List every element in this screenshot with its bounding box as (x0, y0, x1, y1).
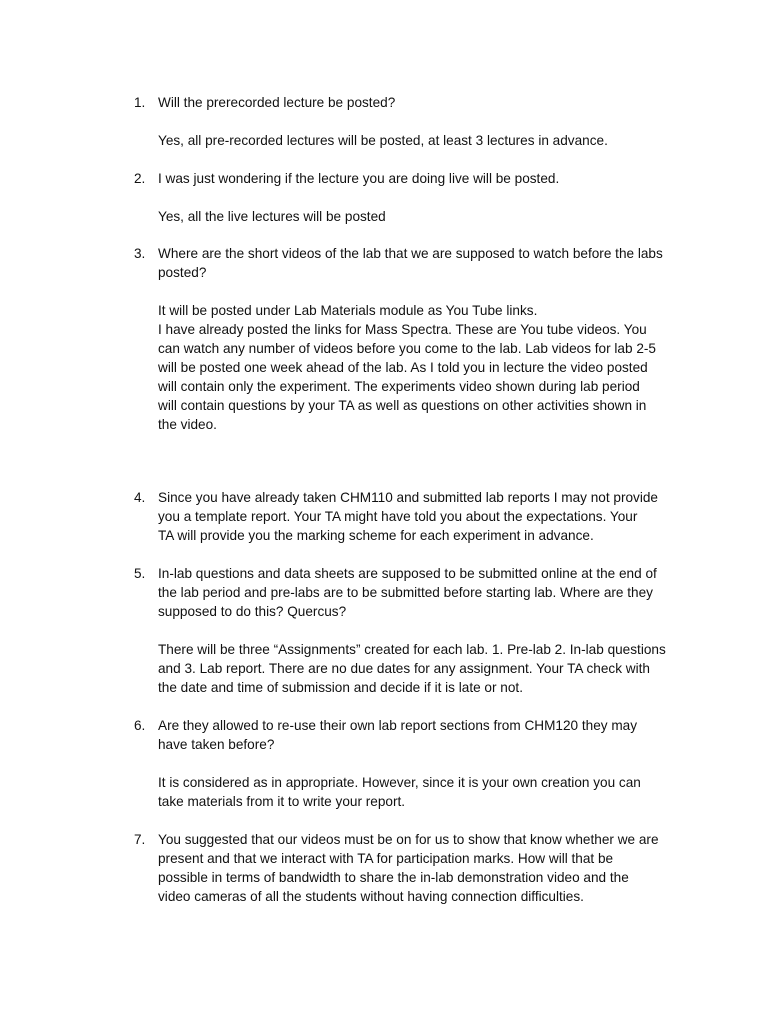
answer-text (158, 640, 683, 697)
text-line: will contain only the experiment. The experiments video shown during lab period (158, 379, 640, 394)
text-line: take materials from it to write your report. (158, 794, 406, 809)
item-number: 2. (134, 171, 146, 186)
question-text (158, 169, 683, 188)
item-number: 5. (134, 566, 146, 581)
item-number: 3. (134, 246, 146, 261)
question-text (158, 564, 683, 621)
text-line: you a template report. Your TA might have told you about the expectations. Your (158, 509, 638, 524)
text-line: In-lab questions and data sheets are supposed to be submitted online at the end of (158, 566, 657, 581)
text-line: I have already posted the links for Mass Spectra. These are You tube videos. You (158, 322, 647, 337)
text-line: and 3. Lab report. There are no due dates for any assignment. Your TA check with (158, 661, 650, 676)
text-line: It will be posted under Lab Materials module as You Tube links. (158, 303, 538, 318)
text-line: possible in terms of bandwidth to share the in-lab demonstration video and the (158, 870, 629, 885)
question-text (158, 716, 683, 754)
answer-text (158, 773, 683, 811)
answer-text (158, 207, 683, 226)
question-text (158, 830, 683, 906)
text-line: Are they allowed to re-use their own lab report sections from CHM120 they may (158, 718, 638, 733)
text-line: Will the prerecorded lecture be posted? (158, 95, 396, 110)
text-line: will contain questions by your TA as well as questions on other activities shown in (158, 398, 647, 413)
item-number: 4. (134, 490, 146, 505)
text-line: will be posted one week ahead of the lab. As I told you in lecture the video posted (158, 360, 648, 375)
question-text (158, 244, 683, 282)
text-line: Since you have already taken CHM110 and submitted lab reports I may not provide (158, 490, 658, 505)
text-line: the video. (158, 417, 217, 432)
text-line: the date and time of submission and decide if it is late or not. (158, 680, 523, 695)
text-line: posted? (158, 265, 207, 280)
text-line: video cameras of all the students without having connection difficulties. (158, 889, 584, 904)
text-line: have taken before? (158, 737, 275, 752)
answer-text (158, 131, 683, 150)
text-line: There will be three “Assignments” created for each lab. 1. Pre-lab 2. In-lab questions (158, 642, 666, 657)
text-line: It is considered as in appropriate. However, since it is your own creation you can (158, 775, 641, 790)
text-line: TA will provide you the marking scheme for each experiment in advance. (158, 528, 594, 543)
question-text (158, 93, 683, 112)
text-line: You suggested that our videos must be on for us to show that know whether we are (158, 832, 659, 847)
text-line: Yes, all the live lectures will be posted (158, 209, 386, 224)
text-line: Yes, all pre-recorded lectures will be posted, at least 3 lectures in advance. (158, 133, 608, 148)
text-line: supposed to do this? Quercus? (158, 604, 347, 619)
question-text (158, 488, 683, 545)
text-line: can watch any number of videos before you come to the lab. Lab videos for lab 2-5 (158, 341, 656, 356)
answer-text (158, 301, 683, 434)
text-line: Where are the short videos of the lab that we are supposed to watch before the labs (158, 246, 663, 261)
item-number: 1. (134, 95, 146, 110)
text-line: I was just wondering if the lecture you are doing live will be posted. (158, 171, 560, 186)
item-number: 7. (134, 832, 146, 847)
text-line: present and that we interact with TA for participation marks. How will that be (158, 851, 614, 866)
text-line: the lab period and pre-labs are to be submitted before starting lab. Where are they (158, 585, 653, 600)
item-number: 6. (134, 718, 146, 733)
